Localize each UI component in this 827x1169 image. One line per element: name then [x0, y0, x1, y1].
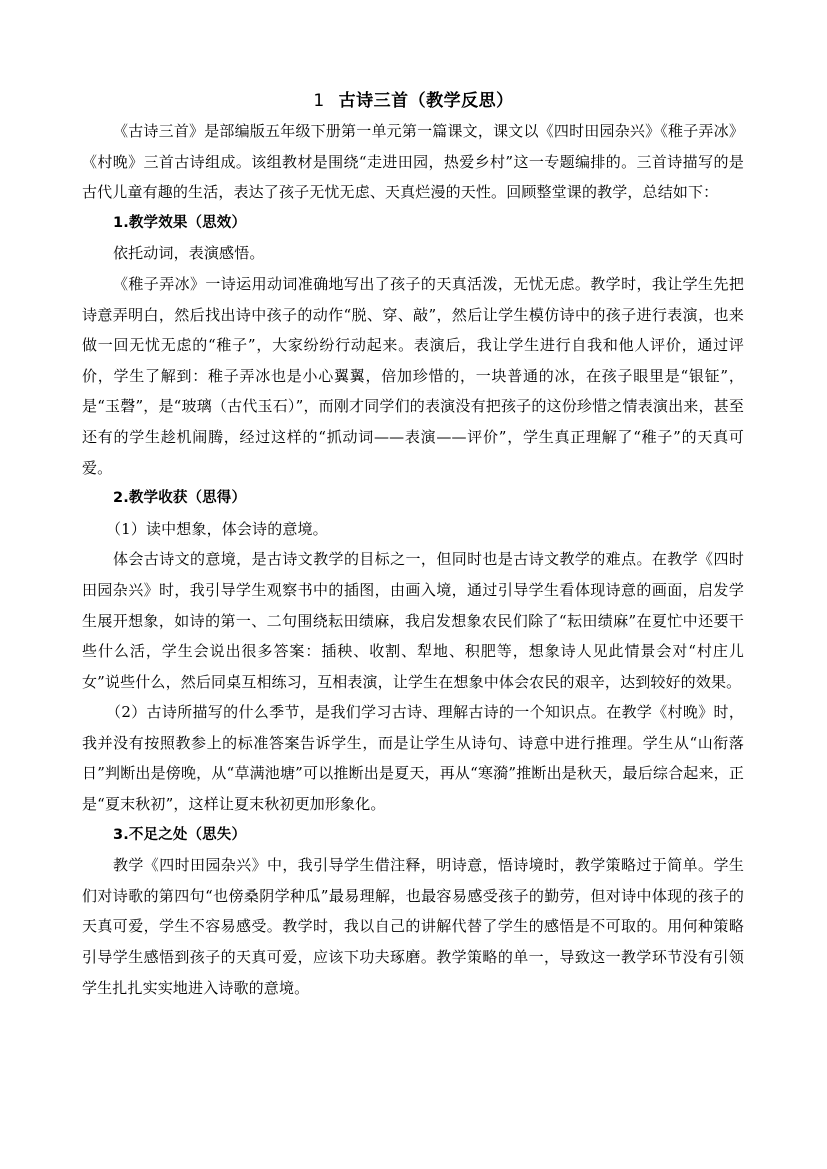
subheading-imagination: （1）读中想象，体会诗的意境。: [106, 519, 328, 538]
paragraph-imagination: 体会古诗文的意境，是古诗文教学的目标之一，但同时也是古诗文教学的难点。在教学《四时田园杂兴》时，我引导学生观察书中的插图，由画入境，通过引导学生看体现诗意的画面，启发学生展开想象，如诗的第一、二句围绕耘田绩麻，我启发想象农民们除了“耘田绩麻”在夏忙中还要干些什么活，学生会说出很多答案：插秧、收割、犁地、积肥等，想象诗人见此情景会对“村庄儿女”说些什么，然后同桌互相练习，互相表演，让学生在想象中体会农民的艰辛，达到较好的效果。: [82, 550, 744, 691]
page-title: [0, 86, 827, 111]
intro-paragraph: 《古诗三首》是部编版五年级下册第一单元第一篇课文，课文以《四时田园杂兴》《稚子弄冰》《村晚》三首古诗组成。该组教材是围绕“走进田园，热爱乡村”这一专题编排的。三首诗描写的是古代儿童有趣的生活，表达了孩子无忧无虑、天真烂漫的天性。回顾整堂课的教学，总结如下：: [82, 122, 744, 202]
paragraph-season: （2）古诗所描写的什么季节，是我们学习古诗、理解古诗的一个知识点。在教学《村晚》时，我并没有按照教参上的标准答案告诉学生，而是让学生从诗句、诗意中进行推理。学生从“山衔落日”判断出是傍晚，从“草满池塘”可以推断出是夏天，再从“寒漪”推断出是秋天，最后综合起来，正是“夏末秋初”，这样让夏末秋初更加形象化。: [82, 703, 744, 814]
paragraph-shortcomings: 教学《四时田园杂兴》中，我引导学生借注释，明诗意，悟诗境时，教学策略过于简单。学生们对诗歌的第四句“也傍桑阴学种瓜”最易理解，也最容易感受孩子的勤劳，但对诗中体现的孩子的天真可爱，学生不容易感受。教学时，我以自己的讲解代替了学生的感悟是不可取的。用何种策略引导学生感悟到孩子的天真可爱，应该下功夫琢磨。教学策略的单一，导致这一教学环节没有引领学生扎扎实实地进入诗歌的意境。: [82, 856, 744, 997]
title-number: 1: [313, 91, 325, 111]
paragraph-summary: 依托动词，表演感悟。: [113, 244, 265, 263]
paragraph-effect-detail: 《稚子弄冰》一诗运用动词准确地写出了孩子的天真活泼，无忧无虑。教学时，我让学生先把诗意弄明白，然后找出诗中孩子的动作“脱、穿、敲”，然后让学生模仿诗中的孩子进行表演，也来做一回无忧无虑的“稚子”，大家纷纷行动起来。表演后，我让学生进行自我和他人评价，通过评价，学生了解到：稚子弄冰也是小心翼翼，倍加珍惜的，一块普通的冰，在孩子眼里是“银钲”，是“玉磬”，是“玻璃（古代玉石）”，而刚才同学们的表演没有把孩子的这份珍惜之情表演出来，甚至还有的学生趁机闹腾，经过这样的“抓动词——表演——评价”，学生真正理解了“稚子”的天真可爱。: [82, 274, 744, 477]
section-heading-effect: 1.教学效果（思效）: [113, 214, 247, 231]
section-heading-shortcomings: 3.不足之处（思失）: [113, 826, 247, 843]
document-body: [82, 116, 744, 1003]
title-text: 古诗三首（教学反思）: [338, 91, 514, 111]
section-heading-gains: 2.教学收获（思得）: [113, 490, 247, 507]
